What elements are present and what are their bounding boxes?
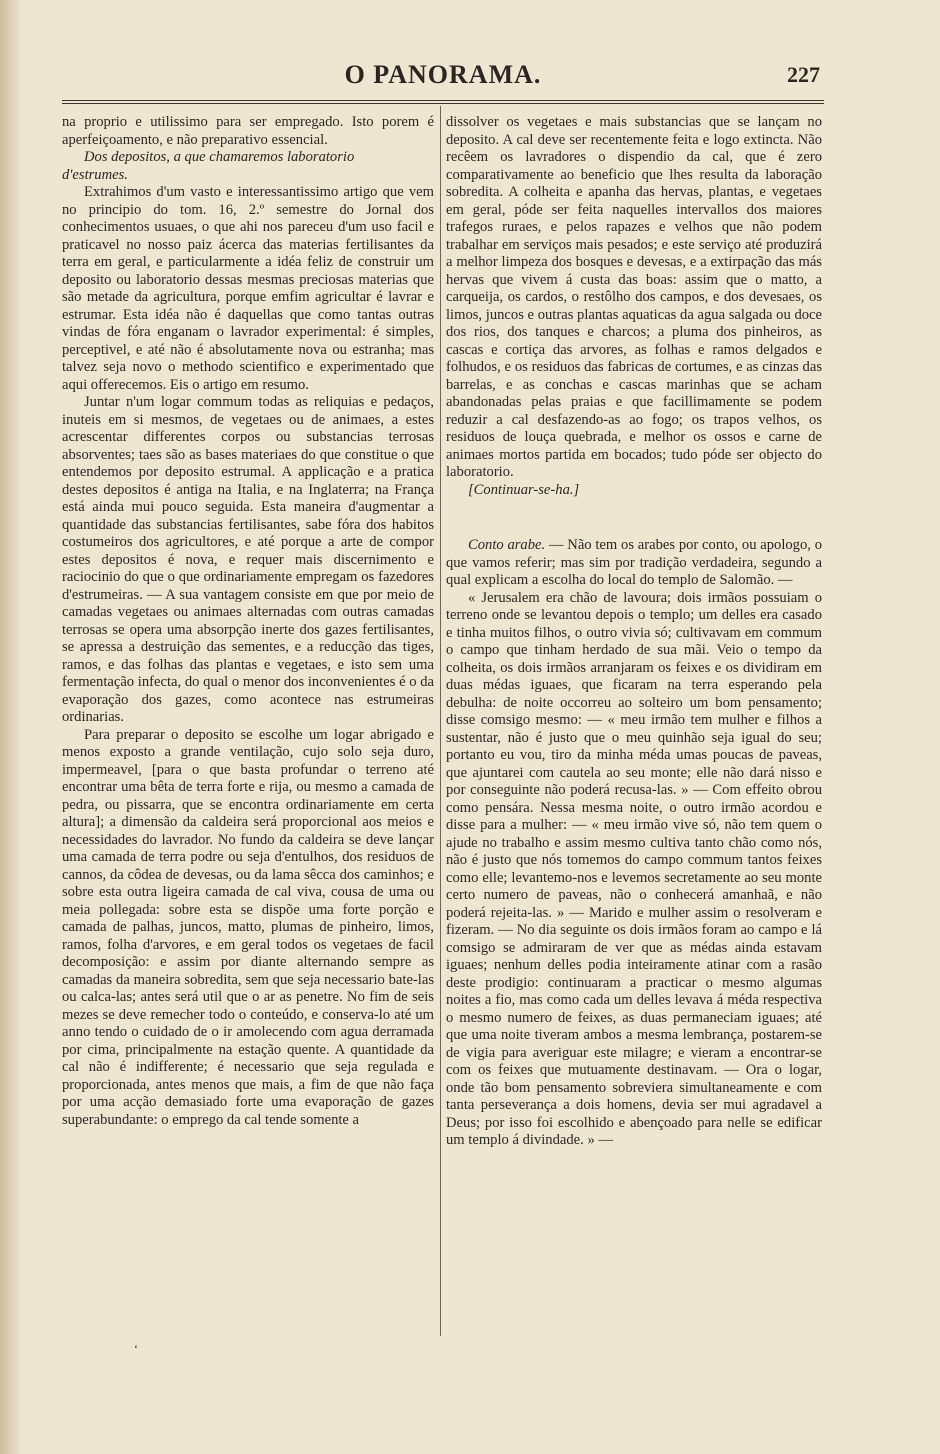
- printer-mark: ʻ: [134, 1342, 138, 1356]
- paragraph: Extrahimos d'um vasto e interessantissimo artigo que vem no principio do tom. 16, 2.º semestre do Jornal dos conhecimentos usuaes, o que ahi nos pareceu d'um uso facil e praticavel no nosso paiz ácerca das materias fertilisantes da terra em geral, e particularmente a idéa feliz de construir um deposito ou laboratorio dessas mesmas preciosas materias que são metade da agricultura, porque emfim agricultar é lavrar e estrumar. Esta idéa não é daquellas que como tantas outras vindas de fóra enganam o lavrador experimental: é simples, perceptivel, e até não é absolutamente nova ou estranha; mas talvez seja novo o methodo scientifico e experimentado que aqui offerecemos. Eis o artigo em resumo.: [62, 184, 434, 393]
- continuation-note: [Continuar-se-ha.]: [468, 481, 580, 498]
- section-title-line-1: Dos depositos, a que chamaremos laboratorio: [84, 149, 355, 165]
- paragraph: dissolver os vegetaes e mais substancias que se lançam no deposito. A cal deve ser recentemente feita e logo extincta. Não recêem os lavradores o dispendio da cal, que é zero comparativamente ao beneficio que lhes resulta da laboração sobredita. A colheita e apanha das hervas, plantas, e vegetaes em geral, póde ser feita naquelles intervallos dos maiores trafegos ruraes, e pelos rapazes e velhos que não podem trabalhar em serviços mais pesados; e este serviço até produzirá a melhor limpeza dos bosques e devesas, e a extirpação das más hervas que vivem á custa das boas: assim que o matto, a carqueija, os cardos, o restôlho dos campos, e dos devesaes, os limos, juncos e outras plantas aquaticas da agua salgada ou doce dos rios, dos tanques e charcos; a pluma dos pinheiros, as cascas e cortiça das arvores, as folhas e ramos delgados e folhudos, e os residuos das fabricas de cortumes, e as cinzas das barrelas, e as conchas e cascas marinhas que se acham abandonadas pelas praias e que facillimamente se podem reduzir a cal desfazendo-as ao fogo; os trapos velhos, os residuos de louça quebrada, e melhor os ossos e carne de animaes mortos partida em bocados; tudo póde ser objecto do laboratorio.: [446, 114, 822, 480]
- page-header: [66, 60, 820, 96]
- right-column: [446, 114, 822, 1150]
- page-number: 227: [787, 62, 820, 87]
- column-divider: [440, 106, 441, 1336]
- section-gap: [446, 499, 822, 537]
- paragraph: na proprio e utilissimo para ser empregado. Isto porem é aperfeiçoamento, e não preparativo essencial.: [62, 114, 434, 148]
- story-title: Conto arabe.: [468, 537, 546, 553]
- section-title-line-2: d'estrumes.: [62, 166, 128, 183]
- story-intro-paragraph: [446, 537, 822, 590]
- paragraph: Para preparar o deposito se escolhe um logar abrigado e menos exposto a grande ventilação, cujo solo seja duro, impermeavel, [para o que basta profundar o terreno até encontrar uma bêta de terra forte e rija, ou mesmo a camada de pedra, ou pissarra, que se encontra ordinariamente em certa altura]; a dimensão da caldeira será proporcional aos meios e necessidades do lavrador. No fundo da caldeira se deve lançar uma camada de terra podre ou seja d'entulhos, dos residuos de cannos, da côdea de devesas, ou da lama sêcca dos caminhos; e sobre esta outra ligeira camada de cal viva, cousa de uma ou meia pollegada: sobre esta se dispõe uma forte porção e camada de palhas, juncos, matto, plumas de pinheiro, limos, ramos, folha d'arvores, e em geral todos os vegetaes de facil decomposição: e assim por diante alternando sempre as camadas da maneira sobredita, sem que seja necessario bate-las ou calca-las; antes será util que o ar as penetre. No fim de seis mezes se deve remecher todo o conteúdo, e conserva-lo até um anno tendo o cuidado de o ir amolecendo com agua derramada por cima, principalmente na estação quente. A quantidade da cal não é indifferente; é necessario que seja regulada e proporcionada, antes menos que mais, a fim de que não faça por uma acção demasiado forte uma evaporação de gazes superabundante: o emprego da cal tende somente a: [62, 726, 434, 1128]
- journal-title: O PANORAMA.: [344, 60, 542, 89]
- header-rule: [62, 100, 824, 104]
- paragraph: Juntar n'um logar commum todas as reliquias e pedaços, inuteis em si mesmos, de vegetaes ou de animaes, a estes acrescentar differentes corpos ou substancias terrosas absorventes; taes são as bases materiaes do que constitue o que entendemos por deposito estrumal. A applicação e a pratica destes depositos é antiga na Italia, e na Inglaterra; na França está ainda mui pouco seguida. Esta maneira d'augmentar a quantidade das substancias fertilisantes, sabe fóra dos habitos costumeiros dos agricultores, e até porque a arte de compor estes depositos é nova, e requer mais discernimento e raciocinio do que o que ordinariamente empregam os fazedores d'estrumeiras. — A sua vantagem consiste em que por meio de camadas vegetaes ou animaes alternadas com outras camadas terrosas se opera uma absorpção inerte dos gazes fertilisantes, se apressa a destruição das sementes, e a reducção das tiges, ramos, e das folhas das plantas e vegetaes, e isto sem uma fermentação infecta, do qual o menor dos inconvenientes é o da evaporação dos gazes, como acontece nas estrumeiras ordinarias.: [62, 394, 434, 725]
- story-intro: — Não tem os arabes por conto, ou apologo, o que vamos referir; mas sim por tradição verdadeira, segundo a qual explicam a escolha do local do templo de Salomão. —: [446, 537, 822, 588]
- book-spine-shadow: [0, 0, 22, 1454]
- section-title: [62, 149, 434, 184]
- left-column: [62, 114, 434, 1129]
- paragraph: « Jerusalem era chão de lavoura; dois irmãos possuiam o terreno onde se levantou depois o templo; um delles era casado e tinha muitos filhos, o outro vivia só; cultivavam em commum o campo que tinham herdado de sua mãi. Veio o tempo da colheita, os dois irmãos arranjaram os feixes e os dividiram em duas médas iguaes, que ficaram na terra esperando pela debulha: de noite occorreu ao solteiro um bom pensamento; disse comsigo mesmo: — « meu irmão tem mulher e filhos a sustentar, não é justo que o meu quinhão seja igual do seu; portanto eu vou, tiro da minha méda umas poucas de paveas, que ajuntarei com cautela ao seu monte; elle não dará nisso e por conseguinte não poderá recusa-las. » — Com effeito obrou como pensára. Nessa mesma noite, o outro irmão acordou e disse para a mulher: — « meu irmão vive só, não tem quem o ajude no trabalho e assim mesmo cultiva tanto chão como nós, não é justo que nós tomemos do campo commum tantos feixes como elle; levantemo-nos e levemos secretamente ao seu monte certo numero de paveas, não o conhecerá amanhaã, e não poderá rejeita-las. » — Marido e mulher assim o resolveram e fizeram. — No dia seguinte os dois irmãos foram ao campo e lá comsigo se admiraram de ver que as médas ainda estavam iguaes; nenhum delles podia inteiramente atinar com a rasão deste prodigio: continuaram a practicar o mesmo algumas noites a fio, mas como cada um delles levava á méda respectiva o mesmo numero de feixes, as duas permaneciam iguaes; até que uma noite tiveram ambos a mesma lembrança, postarem-se de vigia para averiguar este milagre; e vieram a encontrar-se com os feixes que mutuamente destinavam. — Ora o logar, onde tão bom pensamento sobreviera simultaneamente e com tanta perseverança a dois homens, devia ser mui agradavel a Deus; por isso foi escolhido e abençoado para nelle se edificar um templo á divindade. » —: [446, 589, 822, 1148]
